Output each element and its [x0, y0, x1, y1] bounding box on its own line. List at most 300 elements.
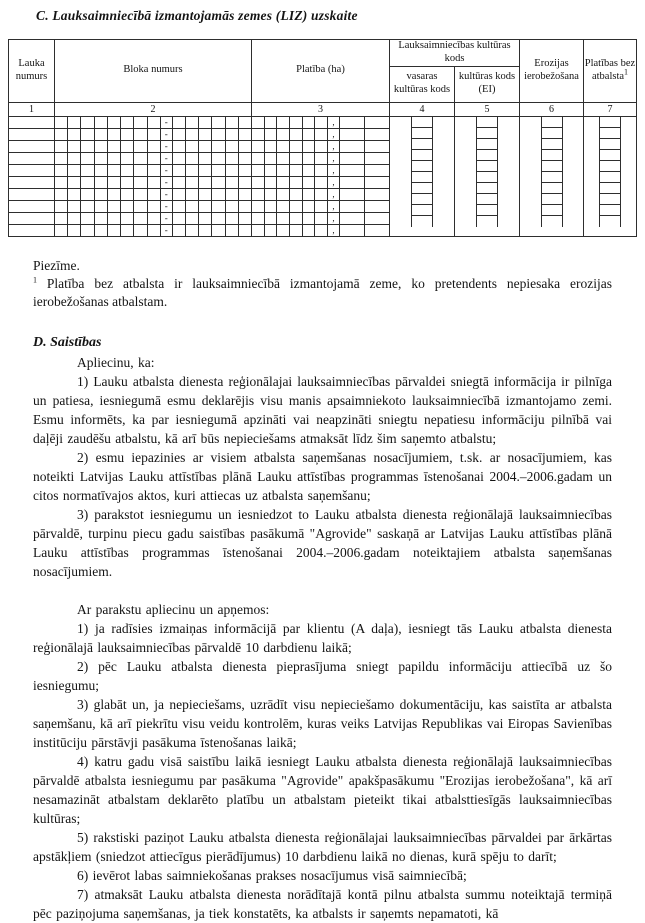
- digit-box-row: [55, 213, 251, 224]
- input-box: [108, 153, 121, 164]
- block-number-cell: [55, 188, 252, 200]
- input-box: [290, 201, 303, 212]
- input-box: [239, 129, 251, 140]
- input-box: [265, 225, 278, 236]
- input-box: [600, 194, 620, 205]
- input-box: [290, 165, 303, 176]
- input-box: [81, 225, 94, 236]
- input-box: [303, 165, 316, 176]
- input-box: [252, 201, 265, 212]
- input-box: [340, 165, 365, 176]
- input-box: [477, 172, 497, 183]
- input-box: [121, 213, 134, 224]
- input-box: [277, 117, 290, 128]
- commitment-item-2: 2) pēc Lauku atbalsta dienesta pieprasījuma sniegt papildu informāciju attiecībā uz šo iesniegumu;: [33, 658, 612, 693]
- field-number-cell: [9, 212, 55, 224]
- table-row: [9, 116, 637, 128]
- paragraph-gap: [33, 581, 612, 600]
- input-box: [315, 201, 328, 212]
- header-vasaras-kulturas-kods: vasaras kultūras kods: [390, 66, 455, 102]
- commitment-intro: Ar parakstu apliecinu un apņemos:: [77, 601, 270, 617]
- input-box: [226, 189, 239, 200]
- input-box: [252, 213, 265, 224]
- separator-cell: ,: [328, 129, 340, 140]
- input-box: [55, 129, 68, 140]
- input-box: [365, 141, 389, 152]
- area-without-support-boxes: [599, 117, 621, 227]
- input-box: [477, 216, 497, 226]
- note-label: Piezīme.: [33, 257, 80, 273]
- input-box: [199, 165, 212, 176]
- input-box: [412, 117, 432, 128]
- section-d-title: D. Saistības: [33, 334, 102, 350]
- input-box: [542, 150, 562, 161]
- summer-crop-code-boxes-column: [390, 116, 455, 236]
- input-box: [315, 213, 328, 224]
- input-box: [95, 117, 108, 128]
- input-box: [226, 177, 239, 188]
- input-box: [134, 153, 147, 164]
- input-box: [173, 141, 186, 152]
- footnote-superscript: 1: [33, 275, 37, 285]
- input-box: [199, 117, 212, 128]
- input-box: [365, 117, 389, 128]
- input-box: [600, 161, 620, 172]
- input-box: [252, 153, 265, 164]
- input-box: [290, 189, 303, 200]
- header-lauka-numurs: Lauka numurs: [9, 40, 55, 103]
- input-box: [265, 141, 278, 152]
- field-number-cell: [9, 224, 55, 236]
- input-box: [542, 139, 562, 150]
- input-box: [186, 189, 199, 200]
- erosion-limitation-boxes: [541, 117, 563, 227]
- input-box: [600, 139, 620, 150]
- column-number-7: 7: [584, 102, 637, 116]
- input-box: [186, 117, 199, 128]
- header-erozijas-ierobezosana: Erozijas ierobežošana: [520, 40, 584, 103]
- input-box: [121, 177, 134, 188]
- input-box: [239, 177, 251, 188]
- input-box: [186, 129, 199, 140]
- input-box: [81, 201, 94, 212]
- input-box: [226, 165, 239, 176]
- input-box: [315, 177, 328, 188]
- input-box: [365, 153, 389, 164]
- input-box: [340, 189, 365, 200]
- digit-box-row: [252, 141, 389, 152]
- digit-box-row: [55, 117, 251, 128]
- input-box: [315, 153, 328, 164]
- input-box: [340, 141, 365, 152]
- input-box: [68, 153, 81, 164]
- input-box: [315, 165, 328, 176]
- input-box: [290, 141, 303, 152]
- input-box: [303, 141, 316, 152]
- liz-table: [8, 39, 637, 237]
- input-box: [315, 129, 328, 140]
- table-header-row-1: [9, 40, 637, 67]
- commitment-item-5: 5) rakstiski paziņot Lauku atbalsta dienesta reģionālajai lauksaimniecības pārvaldei par ārkārtas apstākļiem (sniedzot attiecīgus pierādījumus) 10 darbdienu laikā no dienas, kurā spēju to darīt;: [33, 829, 612, 864]
- input-box: [212, 201, 225, 212]
- input-box: [226, 129, 239, 140]
- header-bloka-numurs: Bloka numurs: [55, 40, 252, 103]
- field-number-cell: [9, 164, 55, 176]
- input-box: [542, 194, 562, 205]
- input-box: [412, 216, 432, 226]
- separator-cell: -: [161, 129, 173, 140]
- input-box: [173, 189, 186, 200]
- input-box: [365, 165, 389, 176]
- digit-box-row: [252, 129, 389, 140]
- input-box: [212, 177, 225, 188]
- block-number-cell: [55, 128, 252, 140]
- area-without-support-boxes-column: [584, 116, 637, 236]
- digit-box-row: [55, 177, 251, 188]
- digit-box-row: [55, 129, 251, 140]
- input-box: [542, 216, 562, 226]
- input-box: [55, 201, 68, 212]
- area-cell: [252, 224, 390, 236]
- separator-cell: ,: [328, 213, 340, 224]
- input-box: [365, 213, 389, 224]
- input-box: [121, 189, 134, 200]
- field-number-cell: [9, 188, 55, 200]
- digit-box-row: [252, 189, 389, 200]
- input-box: [68, 201, 81, 212]
- input-box: [226, 201, 239, 212]
- declaration-item-2: 2) esmu iepazinies ar visiem atbalsta saņemšanas nosacījumiem, t.sk. ar nosacījumiem, kas noteikti Latvijas Lauku attīstības plānā Lauku attīstības programmas īstenošanai 2004.–2006.gadam un citos normatīvajos aktos, kuri attiecas uz atbalsta saņemšanu;: [33, 449, 612, 503]
- input-box: [81, 165, 94, 176]
- block-number-cell: [55, 176, 252, 188]
- input-box: [55, 177, 68, 188]
- input-box: [108, 213, 121, 224]
- separator-cell: ,: [328, 189, 340, 200]
- header-kulturas-kods-group: Lauksaimniecības kultūras kods: [390, 40, 520, 67]
- input-box: [239, 153, 251, 164]
- input-box: [95, 225, 108, 236]
- input-box: [600, 150, 620, 161]
- footnote-text: [33, 275, 612, 311]
- input-box: [68, 129, 81, 140]
- field-number-cell: [9, 200, 55, 212]
- input-box: [303, 177, 316, 188]
- input-box: [226, 117, 239, 128]
- note-block: [33, 257, 612, 311]
- input-box: [277, 153, 290, 164]
- input-box: [173, 201, 186, 212]
- input-box: [148, 165, 161, 176]
- input-box: [252, 117, 265, 128]
- commitment-item-1: 1) ja radīsies izmaiņas informācijā par klientu (A daļa), iesniegt tās Lauku atbalsta dienesta reģionālajā lauksaimniecības pārvaldē 10 darbdienu laikā;: [33, 620, 612, 655]
- input-box: [186, 141, 199, 152]
- input-box: [340, 201, 365, 212]
- input-box: [173, 225, 186, 236]
- input-box: [277, 177, 290, 188]
- separator-cell: ,: [328, 117, 340, 128]
- digit-box-row: [55, 141, 251, 152]
- input-box: [199, 129, 212, 140]
- crop-code-ei-boxes: [476, 117, 498, 227]
- input-box: [315, 189, 328, 200]
- crop-code-ei-boxes-column: [455, 116, 520, 236]
- input-box: [477, 194, 497, 205]
- input-box: [265, 165, 278, 176]
- input-box: [265, 129, 278, 140]
- input-box: [108, 225, 121, 236]
- input-box: [134, 189, 147, 200]
- input-box: [173, 129, 186, 140]
- input-box: [134, 225, 147, 236]
- block-number-cell: [55, 212, 252, 224]
- input-box: [600, 205, 620, 216]
- input-box: [134, 201, 147, 212]
- input-box: [477, 161, 497, 172]
- digit-box-row: [55, 225, 251, 236]
- input-box: [121, 165, 134, 176]
- input-box: [365, 189, 389, 200]
- input-box: [95, 177, 108, 188]
- input-box: [477, 128, 497, 139]
- input-box: [95, 201, 108, 212]
- area-cell: [252, 176, 390, 188]
- input-box: [477, 117, 497, 128]
- input-box: [239, 213, 251, 224]
- input-box: [277, 213, 290, 224]
- input-box: [199, 153, 212, 164]
- input-box: [412, 161, 432, 172]
- input-box: [186, 165, 199, 176]
- input-box: [365, 201, 389, 212]
- area-cell: [252, 200, 390, 212]
- input-box: [81, 117, 94, 128]
- input-box: [134, 165, 147, 176]
- input-box: [95, 141, 108, 152]
- input-box: [412, 205, 432, 216]
- input-box: [173, 165, 186, 176]
- input-box: [290, 225, 303, 236]
- input-box: [477, 183, 497, 194]
- input-box: [265, 177, 278, 188]
- input-box: [290, 117, 303, 128]
- input-box: [277, 225, 290, 236]
- input-box: [477, 150, 497, 161]
- input-box: [303, 201, 316, 212]
- input-box: [199, 201, 212, 212]
- header-platibas-bez-atbalsta: [584, 40, 637, 103]
- input-box: [365, 129, 389, 140]
- separator-cell: -: [161, 153, 173, 164]
- input-box: [81, 189, 94, 200]
- digit-box-row: [252, 153, 389, 164]
- input-box: [68, 177, 81, 188]
- input-box: [81, 177, 94, 188]
- input-box: [173, 117, 186, 128]
- header-kulturas-kods-ei: kultūras kods (EI): [455, 66, 520, 102]
- input-box: [199, 141, 212, 152]
- input-box: [121, 225, 134, 236]
- area-cell: [252, 140, 390, 152]
- erosion-limitation-boxes-column: [520, 116, 584, 236]
- block-number-cell: [55, 152, 252, 164]
- separator-cell: -: [161, 141, 173, 152]
- separator-cell: -: [161, 117, 173, 128]
- input-box: [239, 165, 251, 176]
- input-box: [600, 172, 620, 183]
- input-box: [148, 177, 161, 188]
- field-number-cell: [9, 176, 55, 188]
- input-box: [290, 129, 303, 140]
- footnote-marker: 1: [624, 67, 629, 77]
- area-cell: [252, 188, 390, 200]
- input-box: [265, 201, 278, 212]
- header-platibas-bez-atbalsta-text: Platības bez atbalsta: [584, 58, 636, 82]
- input-box: [134, 117, 147, 128]
- input-box: [542, 128, 562, 139]
- input-box: [239, 201, 251, 212]
- input-box: [340, 153, 365, 164]
- separator-cell: -: [161, 165, 173, 176]
- input-box: [600, 117, 620, 128]
- block-number-cell: [55, 140, 252, 152]
- input-box: [412, 139, 432, 150]
- section-c-title: C. Lauksaimniecībā izmantojamās zemes (LIZ) uzskaite: [36, 8, 358, 23]
- input-box: [81, 129, 94, 140]
- input-box: [226, 153, 239, 164]
- input-box: [81, 141, 94, 152]
- input-box: [303, 189, 316, 200]
- input-box: [148, 213, 161, 224]
- input-box: [340, 129, 365, 140]
- input-box: [252, 165, 265, 176]
- separator-cell: ,: [328, 177, 340, 188]
- input-box: [412, 150, 432, 161]
- input-box: [600, 183, 620, 194]
- input-box: [600, 128, 620, 139]
- input-box: [199, 213, 212, 224]
- commitment-item-4: 4) katru gadu visā saistību laikā iesniegt Lauku atbalsta dienesta reģionālajā lauksaimniecības pārvaldē atbalsta iesniegumu par pasākuma "Agrovide" apakšpasākumu "Erozijas ierobežošana", kā arī nesamazināt atbalstam deklarēto platību un atbalstam pieteikt tikai atbalsttiesīgās lauksaimniecības kultūras;: [33, 753, 612, 826]
- input-box: [68, 165, 81, 176]
- field-number-cell: [9, 152, 55, 164]
- digit-box-row: [252, 201, 389, 212]
- input-box: [148, 201, 161, 212]
- digit-box-row: [252, 225, 389, 236]
- input-box: [542, 205, 562, 216]
- digit-box-row: [252, 165, 389, 176]
- separator-cell: -: [161, 225, 173, 236]
- digit-box-row: [55, 165, 251, 176]
- block-number-cell: [55, 224, 252, 236]
- input-box: [148, 225, 161, 236]
- input-box: [108, 117, 121, 128]
- input-box: [277, 129, 290, 140]
- input-box: [148, 141, 161, 152]
- area-cell: [252, 152, 390, 164]
- column-number-5: 5: [455, 102, 520, 116]
- input-box: [277, 189, 290, 200]
- input-box: [315, 141, 328, 152]
- input-box: [199, 189, 212, 200]
- input-box: [303, 225, 316, 236]
- input-box: [290, 153, 303, 164]
- input-box: [277, 141, 290, 152]
- input-box: [55, 213, 68, 224]
- input-box: [121, 141, 134, 152]
- input-box: [226, 213, 239, 224]
- input-box: [315, 117, 328, 128]
- separator-cell: ,: [328, 225, 340, 236]
- input-box: [252, 189, 265, 200]
- input-box: [277, 165, 290, 176]
- field-number-cell: [9, 140, 55, 152]
- input-box: [55, 153, 68, 164]
- column-number-6: 6: [520, 102, 584, 116]
- input-box: [412, 128, 432, 139]
- input-box: [55, 225, 68, 236]
- input-box: [226, 141, 239, 152]
- input-box: [303, 117, 316, 128]
- input-box: [186, 201, 199, 212]
- input-box: [68, 225, 81, 236]
- input-box: [199, 225, 212, 236]
- input-box: [212, 153, 225, 164]
- input-box: [252, 129, 265, 140]
- declaration-intro: Apliecinu, ka:: [77, 354, 155, 370]
- input-box: [108, 165, 121, 176]
- input-box: [121, 201, 134, 212]
- input-box: [68, 189, 81, 200]
- input-box: [542, 172, 562, 183]
- input-box: [108, 201, 121, 212]
- input-box: [173, 177, 186, 188]
- input-box: [55, 189, 68, 200]
- separator-cell: ,: [328, 165, 340, 176]
- input-box: [68, 141, 81, 152]
- input-box: [542, 161, 562, 172]
- input-box: [226, 225, 239, 236]
- input-box: [148, 129, 161, 140]
- input-box: [108, 129, 121, 140]
- input-box: [95, 165, 108, 176]
- input-box: [412, 172, 432, 183]
- input-box: [108, 141, 121, 152]
- input-box: [81, 153, 94, 164]
- area-cell: [252, 164, 390, 176]
- input-box: [212, 213, 225, 224]
- digit-box-row: [55, 153, 251, 164]
- area-cell: [252, 128, 390, 140]
- input-box: [212, 225, 225, 236]
- input-box: [95, 189, 108, 200]
- input-box: [477, 205, 497, 216]
- input-box: [303, 129, 316, 140]
- input-box: [252, 225, 265, 236]
- input-box: [265, 213, 278, 224]
- input-box: [290, 177, 303, 188]
- input-box: [95, 153, 108, 164]
- column-number-4: 4: [390, 102, 455, 116]
- input-box: [477, 139, 497, 150]
- separator-cell: -: [161, 189, 173, 200]
- separator-cell: -: [161, 213, 173, 224]
- input-box: [303, 153, 316, 164]
- input-box: [239, 225, 251, 236]
- input-box: [68, 213, 81, 224]
- separator-cell: ,: [328, 153, 340, 164]
- input-box: [252, 177, 265, 188]
- separator-cell: ,: [328, 201, 340, 212]
- input-box: [186, 225, 199, 236]
